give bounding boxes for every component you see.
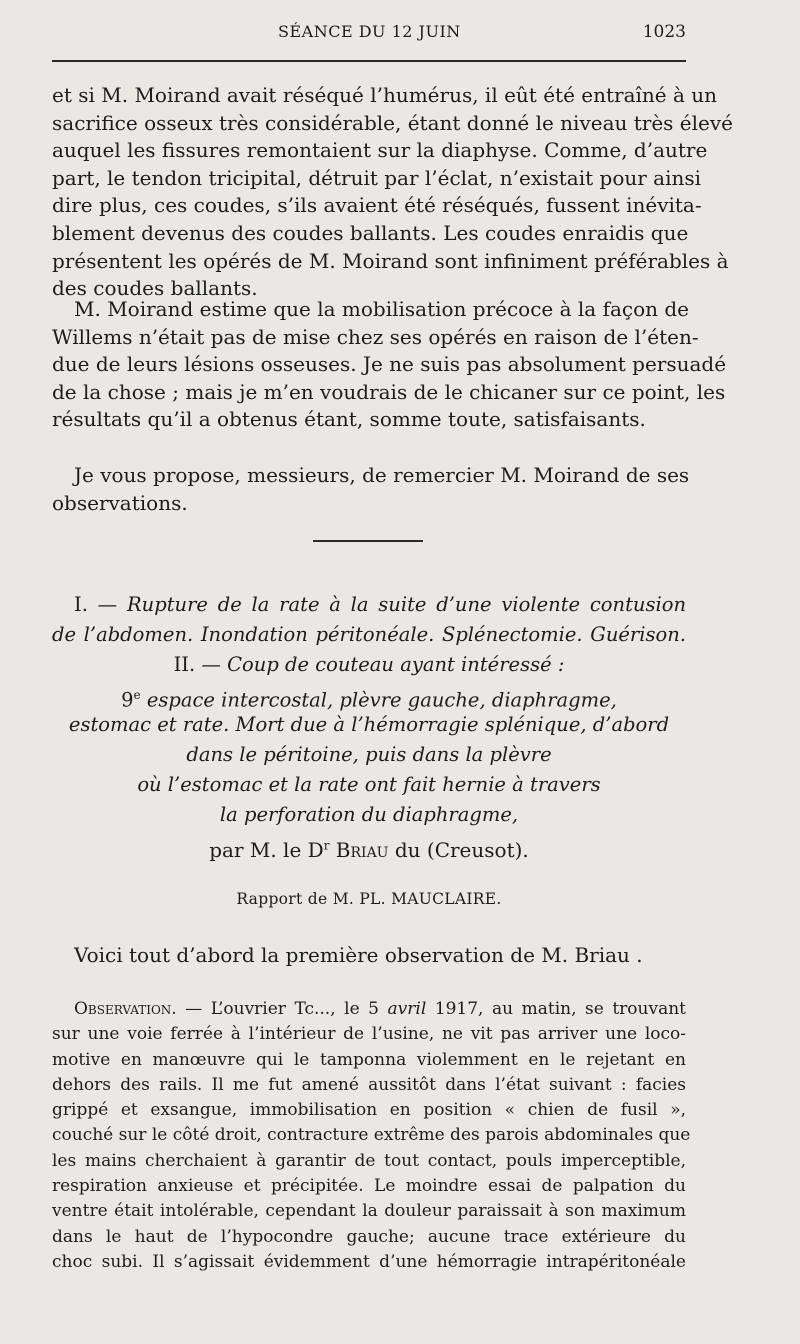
text-line: et si M. Moirand avait réséqué l’humérus, il eût été entraîné à un	[52, 83, 718, 107]
reporter-name: MAUCLAIRE.	[391, 890, 502, 908]
article-title	[52, 590, 686, 830]
title-text: Rupture de la rate à la suite d’une violente contusion	[126, 593, 687, 616]
title-line	[52, 590, 686, 620]
author-name: Briau	[335, 838, 389, 862]
title-number: I. —	[74, 593, 118, 616]
paragraph-4	[52, 942, 686, 970]
page-number: 1023	[642, 22, 686, 42]
text-line: observations.	[52, 490, 188, 515]
paragraph-3	[52, 462, 690, 517]
title-line: de l’abdomen. Inondation péritonéale. Splénectomie. Guérison.	[52, 623, 686, 646]
byline-suffix: du (Creusot).	[394, 838, 529, 862]
observation-label: Observation.	[74, 999, 177, 1019]
title-number: II. —	[173, 653, 221, 676]
text-line: Je vous propose, messieurs, de remercier M. Moirand de ses	[74, 463, 690, 487]
text-line: ventre était intolérable, cependant la douleur paraissait à son maximum	[52, 1201, 686, 1222]
title-text: Coup de couteau ayant intéressé :	[227, 653, 565, 676]
text-line: dans le haut de l’hypocondre gauche; aucune trace extérieure du	[52, 1226, 686, 1247]
running-title: SÉANCE DU 12 JUIN	[278, 22, 461, 41]
title-line	[52, 650, 686, 680]
text-line: M. Moirand estime que la mobilisation précoce à la façon de	[74, 297, 690, 321]
report-prefix: Rapport de M. PL.	[236, 890, 386, 908]
observation-text: 1917, au matin, se trouvant	[434, 999, 686, 1019]
text-line: choc subi. Il s’agissait évidemment d’une hémorragie intrapéritonéale	[52, 1251, 686, 1272]
text-line: présentent les opérés de M. Moirand sont infiniment préférables à	[52, 248, 729, 273]
text-line: résultats qu’il a obtenus étant, somme toute, satisfaisants.	[52, 407, 646, 432]
title-text: espace intercostal, plèvre gauche, diaphragme,	[146, 688, 617, 712]
text-line: grippé et exsangue, immobilisation en position « chien de fusil »,	[52, 1100, 686, 1121]
observation-date: avril	[387, 999, 427, 1019]
text-line: dehors des rails. Il me fut amené aussitôt dans l’état suivant : facies	[52, 1074, 686, 1095]
text-line: motive en manœuvre qui le tamponna violemment en le rejetant en	[52, 1049, 686, 1070]
observation-text: — L’ouvrier Tc..., le 5	[185, 999, 379, 1019]
observation-block	[52, 997, 691, 1275]
text-line: blement devenus des coudes ballants. Les coudes enraidis que	[52, 220, 689, 245]
title-line: où l’estomac et la rate ont fait hernie à travers	[137, 773, 601, 796]
text-line: des coudes ballants.	[52, 276, 258, 301]
text-line: de la chose ; mais je m’en voudrais de le chicaner sur ce point, les	[52, 379, 726, 404]
text-line: Voici tout d’abord la première observation de M. Briau .	[74, 943, 643, 967]
text-line: auquel les fissures remontaient sur la diaphyse. Comme, d’autre	[52, 138, 708, 163]
title-line: la perforation du diaphragme,	[219, 803, 519, 826]
text-line	[52, 997, 686, 1022]
text-line: part, le tendon tricipital, détruit par l’éclat, n’existait pour ainsi	[52, 165, 702, 190]
byline-superscript: r	[323, 838, 330, 853]
title-line: estomac et rate. Mort due à l’hémorragie splénique, d’abord	[68, 713, 670, 736]
text-line: sur une voie ferrée à l’intérieur de l’usine, ne vit pas arriver une loco-	[52, 1024, 686, 1045]
text-line: due de leurs lésions osseuses. Je ne suis pas absolument persuadé	[52, 352, 727, 377]
byline-prefix: par M. le D	[209, 838, 324, 862]
text-line: dire plus, ces coudes, s’ils avaient été réséqués, fussent inévita-	[52, 193, 702, 218]
text-line: les mains cherchaient à garantir de tout contact, pouls imperceptible,	[52, 1150, 686, 1171]
section-separator	[313, 540, 423, 542]
paragraph-1	[52, 82, 734, 303]
paragraph-2	[52, 296, 727, 434]
text-line: sacrifice osseux très considérable, étant donné le niveau très élevé	[52, 110, 734, 135]
title-number: 9	[121, 688, 134, 712]
text-line: Willems n’était pas de mise chez ses opérés en raison de l’éten-	[52, 324, 699, 349]
text-line: respiration anxieuse et précipitée. Le moindre essai de palpation du	[52, 1176, 686, 1197]
title-superscript: e	[133, 688, 141, 702]
title-line	[52, 680, 686, 710]
report-line	[52, 890, 686, 908]
text-line: couché sur le côté droit, contracture extrême des parois abdominales que	[52, 1125, 691, 1146]
title-line: dans le péritoine, puis dans la plèvre	[186, 743, 552, 766]
page-header	[52, 18, 686, 44]
author-byline	[52, 838, 686, 862]
header-rule	[52, 60, 686, 62]
